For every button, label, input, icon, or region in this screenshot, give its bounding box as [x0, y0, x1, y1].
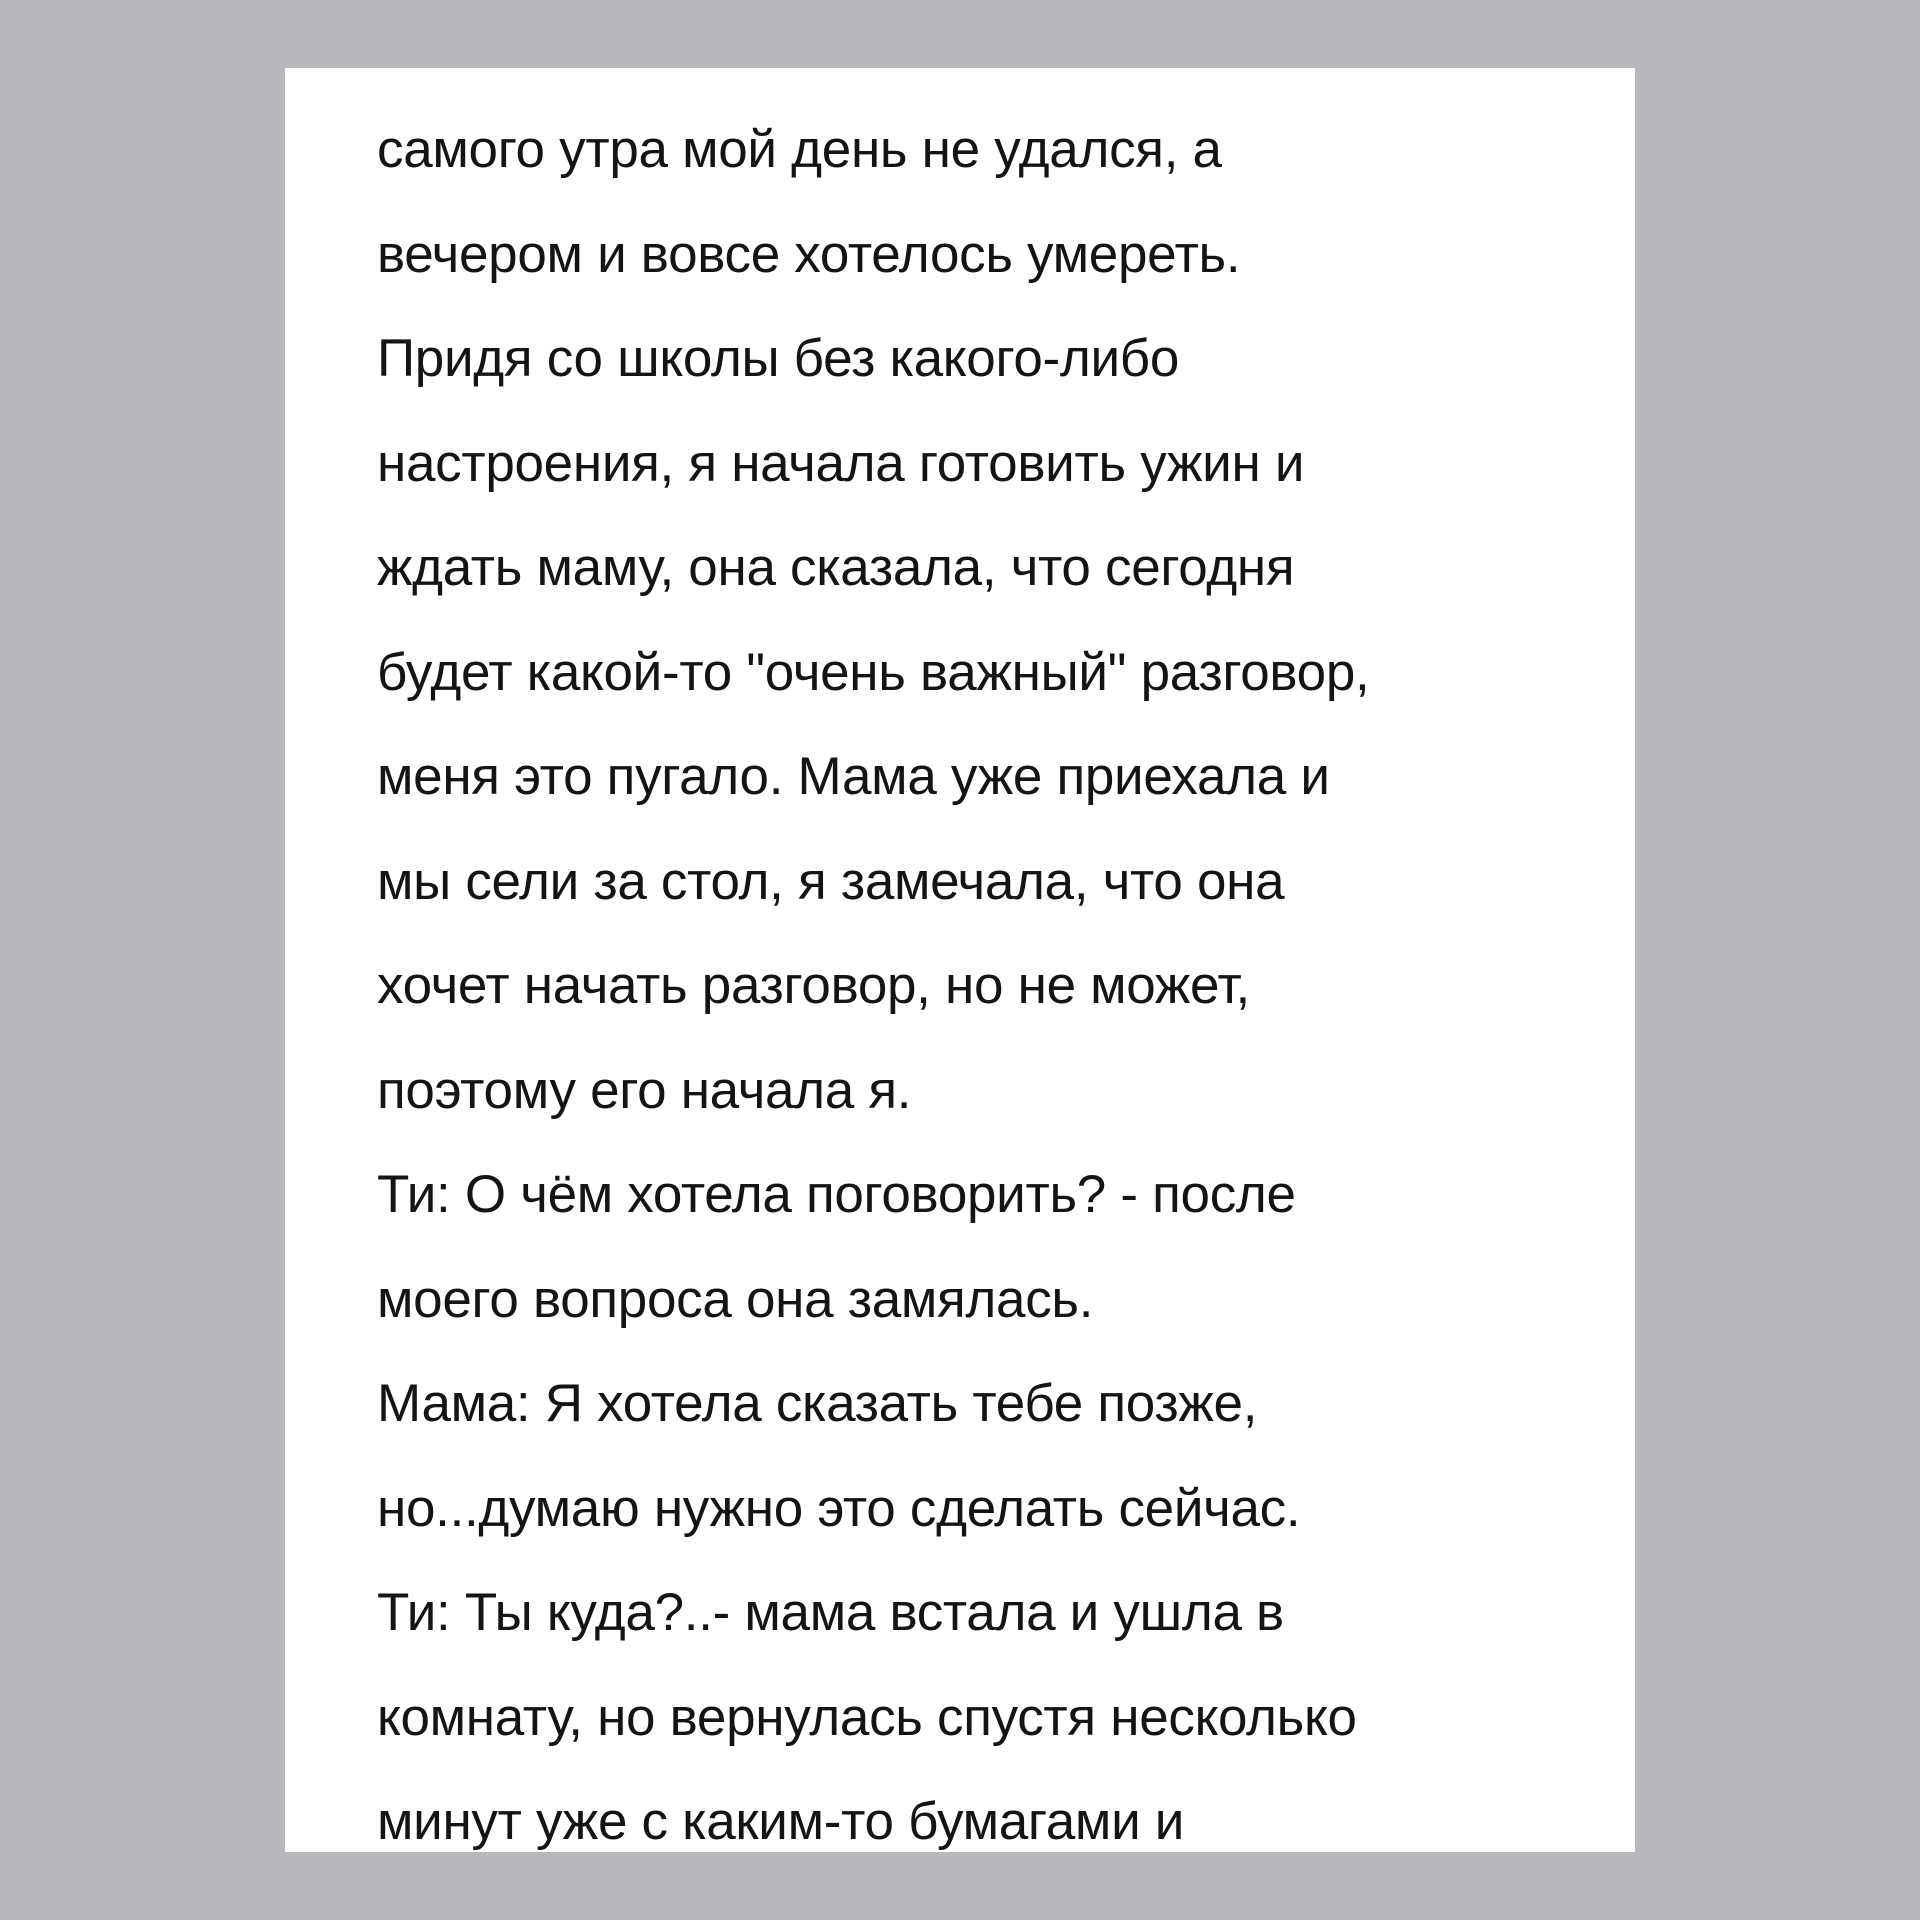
text-line: настроения, я начала готовить ужин и — [377, 433, 1305, 493]
text-line: ждать маму, она сказала, что сегодня — [377, 538, 1295, 597]
text-line: поэтому его начала я. — [377, 1060, 912, 1120]
text-line: мы сели за стол, я замечала, что она — [377, 851, 1285, 911]
story-text — [377, 98, 1597, 1852]
text-line: Ти: Ты куда?..- мама встала и ушла в — [377, 1583, 1284, 1642]
text-line: Мама: Я хотела сказать тебе позже, — [377, 1374, 1258, 1433]
text-line: моего вопроса она замялась. — [377, 1269, 1094, 1329]
text-line: вечером и вовсе хотелось умереть. — [377, 224, 1241, 284]
text-line: но...думаю нужно это сделать сейчас. — [377, 1478, 1301, 1538]
text-line: Ти: О чём хотела поговорить? - после — [377, 1165, 1296, 1224]
text-line: комнату, но вернулась спустя несколько — [377, 1687, 1357, 1747]
document-page — [285, 68, 1635, 1852]
text-line: Придя со школы без какого-либо — [377, 329, 1180, 388]
text-line: минут уже с каким-то бумагами и — [377, 1792, 1185, 1851]
text-line: меня это пугало. Мама уже приехала и — [377, 747, 1330, 806]
text-line: хочет начать разговор, но не может, — [377, 956, 1250, 1015]
text-line: будет какой-то "очень важный" разговор, — [377, 642, 1370, 702]
text-line: самого утра мой день не удался, а — [377, 120, 1222, 179]
